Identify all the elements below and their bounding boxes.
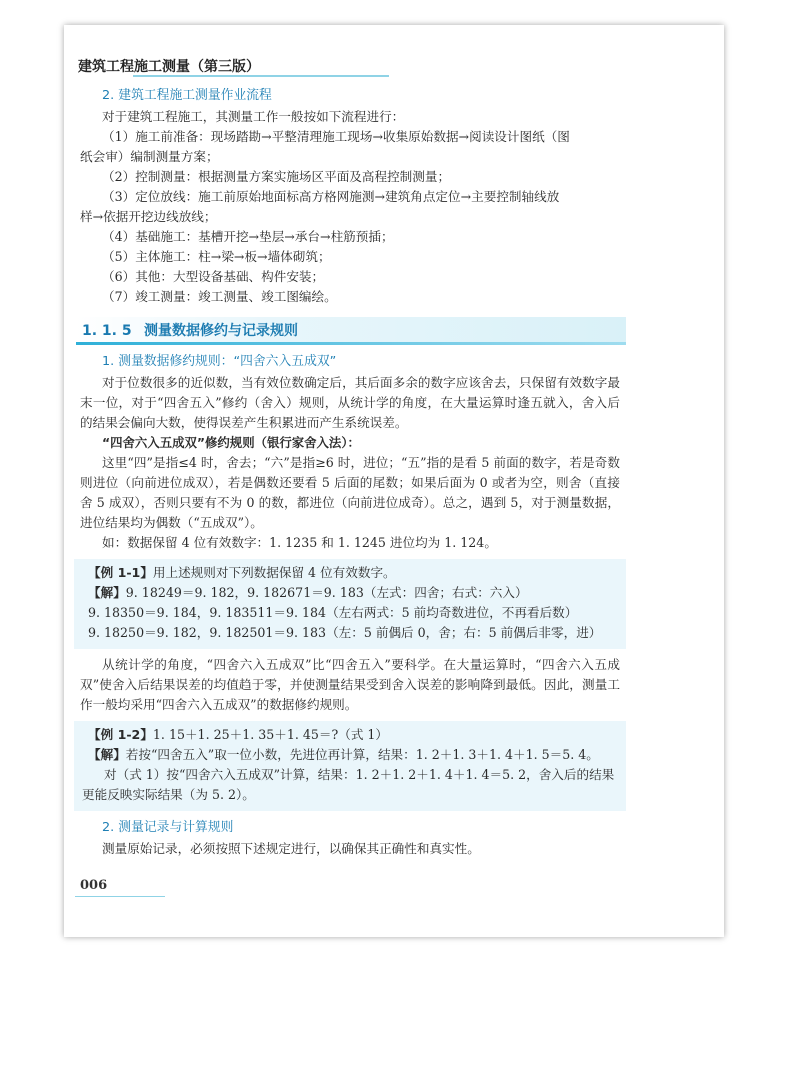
rounding-para-2: 这里“四”是指≤4 时，舍去；“六”是指≥6 时，进位；“五”指的是看 5 前面的数字，若是奇数则进位（向前进位成双），若是偶数还要看 5 后面的尾数；如果后面为 0 或者为空，则舍（直接舍 5 成双），否则只要有不为 0 的数，都进位（向前进位成奇）。总之，遇到 5，对于测量数据，进位结果均为偶数（“五成双”）。 [80, 455, 620, 530]
section-title: 测量数据修约与记录规则 [144, 323, 298, 339]
header-rule [133, 75, 389, 77]
section-heading-bar [76, 317, 626, 345]
workflow-item-5: （5）主体施工：柱→梁→板→墙体砌筑； [102, 249, 331, 264]
workflow-item-6: （6）其他：大型设备基础、构件安装； [102, 269, 325, 284]
rounding-para-3: 如：数据保留 4 位有效数字：1. 1235 和 1. 1245 进位均为 1. 124。 [102, 535, 497, 550]
example-1-answer-tag: 【解】 [88, 585, 126, 600]
example-1-line-2: 9. 18350＝9. 184，9. 183511＝9. 184（左右两式：5 前均奇数进位，不再看后数） [88, 605, 578, 620]
workflow-item-7: （7）竣工测量：竣工测量、竣工图编绘。 [102, 289, 337, 304]
example-1-question: 用上述规则对下列数据保留 4 位有效数字。 [152, 565, 396, 580]
subsection-title-rounding: 1. 测量数据修约规则：“四舍六入五成双” [102, 354, 337, 369]
page-content [80, 85, 620, 859]
example-2-tag: 【例 1-2】 [88, 727, 153, 742]
workflow-item-3-cont: 样→依据开挖边线放线； [80, 209, 217, 224]
workflow-item-4: （4）基础施工：基槽开挖→垫层→承台→柱筋预插； [102, 229, 394, 244]
workflow-item-1-cont: 纸会审）编制测量方案； [80, 149, 219, 164]
example-2-answer-tag: 【解】 [88, 747, 126, 762]
subsection-title-recording: 2. 测量记录与计算规则 [102, 820, 234, 835]
recording-para: 测量原始记录，必须按照下述规定进行，以确保其正确性和真实性。 [102, 841, 480, 856]
example-2-line-1: 若按“四舍五入”取一位小数，先进位再计算，结果：1. 2＋1. 3＋1. 4＋1. 5＝5. 4。 [125, 747, 599, 762]
workflow-item-1: （1）施工前准备：现场踏勘→平整清理施工现场→收集原始数据→阅读设计图纸（图 [102, 129, 570, 144]
workflow-intro: 对于建筑工程施工，其测量工作一般按如下流程进行： [102, 109, 405, 124]
running-head: 建筑工程施工测量（第三版） [78, 59, 260, 75]
example-1-box [74, 559, 626, 649]
example-1-tag: 【例 1-1】 [88, 565, 153, 580]
example-2-line-2: 对（式 1）按“四舍六入五成双”计算，结果：1. 2＋1. 2＋1. 4＋1. 4＝5. 2，舍入后的结果更能反映实际结果（为 5. 2）。 [82, 767, 615, 802]
workflow-item-2: （2）控制测量：根据测量方案实施场区平面及高程控制测量； [102, 169, 451, 184]
section-number: 1. 1. 5 [82, 323, 132, 339]
workflow-item-3: （3）定位放线：施工前原始地面标高方格网施测→建筑角点定位→主要控制轴线放 [102, 189, 560, 204]
rounding-para-1: 对于位数很多的近似数，当有效位数确定后，其后面多余的数字应该舍去，只保留有效数字最末一位，对于“四舍五入”修约（舍入）规则，从统计学的角度，在大量运算时逢五就入，舍入后的结果会偏向大数，使得误差产生积累进而产生系统误差。 [80, 375, 620, 430]
example-1-line-1: 9. 18249＝9. 182，9. 182671＝9. 183（左式：四舍；右式：六入） [125, 585, 528, 600]
footer-rule [75, 896, 165, 897]
statistics-para: 从统计学的角度，“四舍六入五成双”比“四舍五入”要科学。在大量运算时，“四舍六入五成双”使舍入后结果误差的均值趋于零，并使测量结果受到舍入误差的影响降到最低。因此，测量工作一般均采用“四舍六入五成双”的数据修约规则。 [80, 657, 620, 712]
example-2-question: 1. 15＋1. 25＋1. 35＋1. 45＝?（式 1） [152, 727, 389, 742]
page-number: 006 [80, 878, 108, 893]
subsection-title-workflow: 2. 建筑工程施工测量作业流程 [102, 88, 272, 103]
example-2-box [74, 721, 626, 811]
example-1-line-3: 9. 18250＝9. 182，9. 182501＝9. 183（左：5 前偶后 0，舍；右：5 前偶后非零，进） [88, 625, 602, 640]
rounding-rule-label: “四舍六入五成双”修约规则（银行家舍入法）： [102, 435, 360, 450]
section-underline [76, 342, 626, 345]
